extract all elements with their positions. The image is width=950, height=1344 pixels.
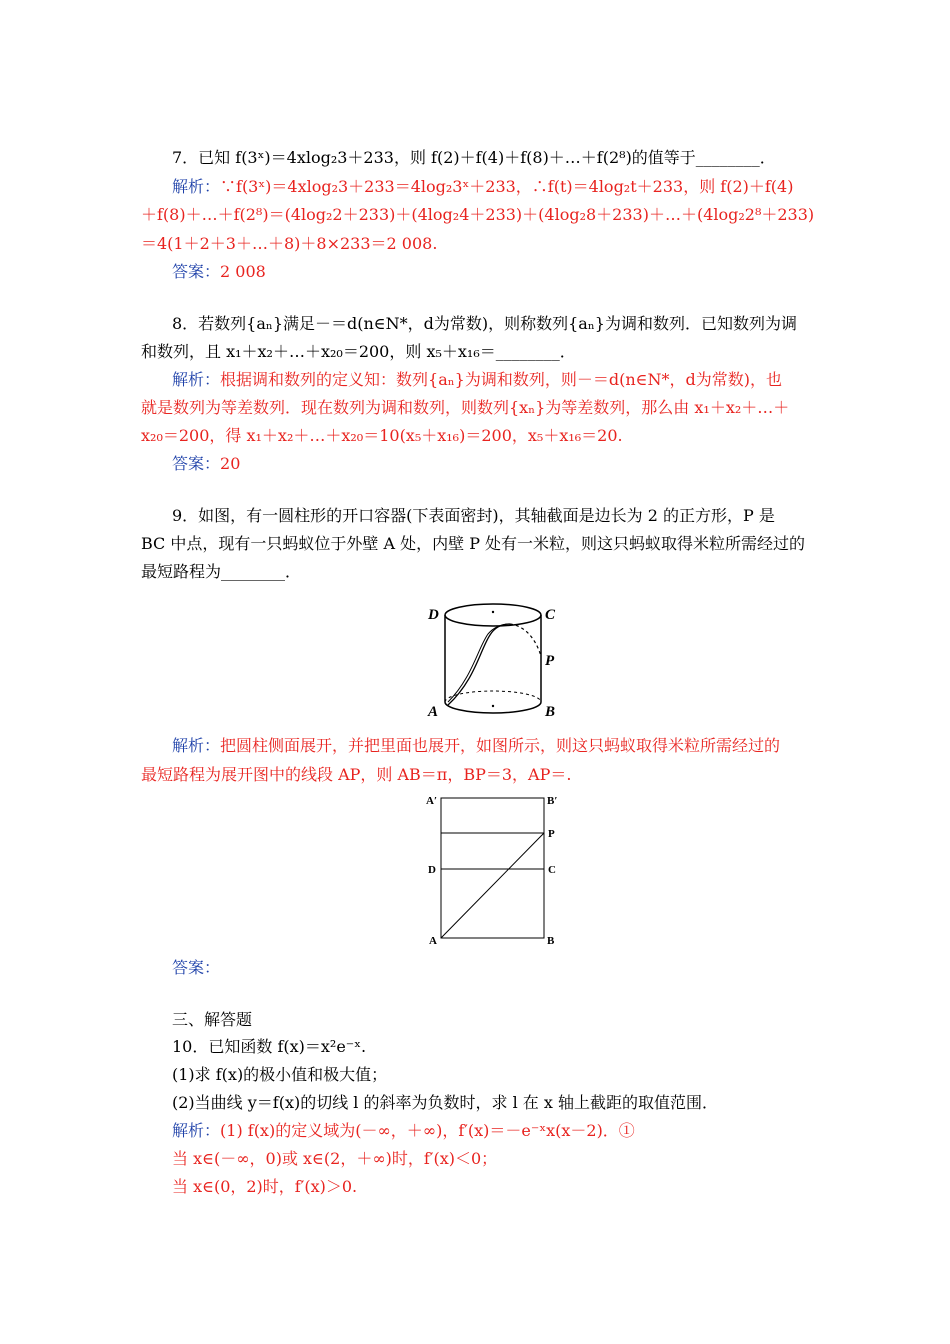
q7-analysis-line-2: ＋f(8)＋…＋f(2⁸)＝(4log₂2＋233)＋(4log₂4＋233)＋(4log₂8＋233)＋…＋(4log₂2⁸＋233) <box>141 205 815 224</box>
q9-analysis-line-2: 最短路程为展开图中的线段 AP，则 AB＝π，BP＝3，AP＝. <box>141 765 572 784</box>
segment-AP <box>441 833 544 938</box>
q10-analysis-line-1 <box>172 1120 635 1142</box>
q9-question-line-3: 最短路程为________． <box>141 562 302 581</box>
q7-question: 7．已知 f(3ˣ)＝4xlog₂3＋233，则 f(2)＋f(4)＋f(8)＋…＋f(2⁸)的值等于________． <box>172 148 776 167</box>
q10-part-2: (2)当曲线 y＝f(x)的切线 l 的斜率为负数时，求 l 在 x 轴上截距的取值范围． <box>172 1093 718 1112</box>
label-B2: B <box>547 935 555 947</box>
label-C: C <box>545 607 556 623</box>
ant-path-outer <box>448 624 510 705</box>
q7-answer <box>172 261 266 283</box>
label-P2: P <box>548 828 555 840</box>
q7-analysis-line-1 <box>172 176 793 198</box>
label-A2: A <box>429 935 437 947</box>
label-A-prime: A′ <box>426 795 438 807</box>
cylinder-figure <box>420 590 570 725</box>
unrolled-figure <box>422 792 562 952</box>
q10-analysis-line-3: 当 x∈(0，2)时，f′(x)＞0. <box>172 1177 358 1196</box>
q8-analysis-text-1: 根据调和数列的定义知：数列{aₙ}为调和数列，则－＝d(n∈N*，d为常数)，也 <box>220 370 782 389</box>
label-D: D <box>428 607 439 623</box>
q9-analysis-text-1: 把圆柱侧面展开，并把里面也展开，如图所示，则这只蚂蚁取得米粒所需经过的 <box>220 736 781 755</box>
analysis-label: 解析： <box>172 1121 221 1140</box>
q10-question: 10．已知函数 f(x)＝x²e⁻ˣ. <box>172 1037 367 1056</box>
answer-label: 答案： <box>172 454 221 473</box>
ant-path-outer-2 <box>448 624 510 702</box>
ant-path-inner <box>510 624 541 656</box>
top-center-dot <box>492 611 494 613</box>
unrolled-rectangle <box>441 798 544 938</box>
q8-answer-value: 20 <box>220 454 241 473</box>
q8-question-line-2: 和数列，且 x₁＋x₂＋…＋x₂₀＝200，则 x₅＋x₁₆＝________． <box>141 342 576 361</box>
analysis-label: 解析： <box>172 177 221 196</box>
answer-label: 答案： <box>172 262 221 281</box>
label-D2: D <box>428 864 436 876</box>
bottom-center-dot <box>492 705 494 707</box>
section-3-title: 三、解答题 <box>172 1010 253 1029</box>
q7-analysis-line-3: ＝4(1＋2＋3＋…＋8)＋8×233＝2 008. <box>141 234 438 253</box>
label-B: B <box>545 704 556 720</box>
q8-answer <box>172 453 240 475</box>
q9-answer-label: 答案： <box>172 958 221 977</box>
label-P: P <box>545 653 555 669</box>
q9-question-line-2: BC 中点，现有一只蚂蚁位于外壁 A 处，内壁 P 处有一米粒，则这只蚂蚁取得米粒所需经过的 <box>141 534 806 553</box>
q10-part-1: (1)求 f(x)的极小值和极大值； <box>172 1065 388 1084</box>
analysis-label: 解析： <box>172 736 221 755</box>
cylinder-top-ellipse <box>445 604 541 626</box>
q7-analysis-text-1: ∵f(3ˣ)＝4xlog₂3＋233＝4log₂3ˣ＋233，∴f(t)＝4log₂t＋233，则 f(2)＋f(4) <box>220 177 794 196</box>
analysis-label: 解析： <box>172 370 221 389</box>
q8-analysis-line-2: 就是数列为等差数列．现在数列为调和数列，则数列{xₙ}为等差数列，那么由 x₁＋x₂＋…＋ <box>141 398 790 417</box>
label-A: A <box>428 704 439 720</box>
q8-question-line-1: 8．若数列{aₙ}满足－＝d(n∈N*，d为常数)，则称数列{aₙ}为调和数列．已知数列为调 <box>172 314 797 333</box>
q8-analysis-line-1 <box>172 369 782 391</box>
q9-analysis-line-1 <box>172 735 780 757</box>
cylinder-bottom-front <box>445 702 541 713</box>
q10-analysis-line-2: 当 x∈(－∞，0)或 x∈(2，＋∞)时，f′(x)＜0； <box>172 1149 498 1168</box>
q7-answer-value: 2 008 <box>220 262 266 281</box>
q9-question-line-1: 9．如图，有一圆柱形的开口容器(下表面密封)，其轴截面是边长为 2 的正方形，P 是 <box>172 506 775 525</box>
label-B-prime: B′ <box>547 795 558 807</box>
q10-analysis-text-1: (1) f(x)的定义域为(－∞，＋∞)，f′(x)＝－e⁻ˣx(x－2)．① <box>220 1121 635 1140</box>
q8-analysis-line-3: x₂₀＝200，得 x₁＋x₂＋…＋x₂₀＝10(x₅＋x₁₆)＝200，x₅＋x₁₆＝20. <box>141 426 623 445</box>
label-C2: C <box>548 864 556 876</box>
